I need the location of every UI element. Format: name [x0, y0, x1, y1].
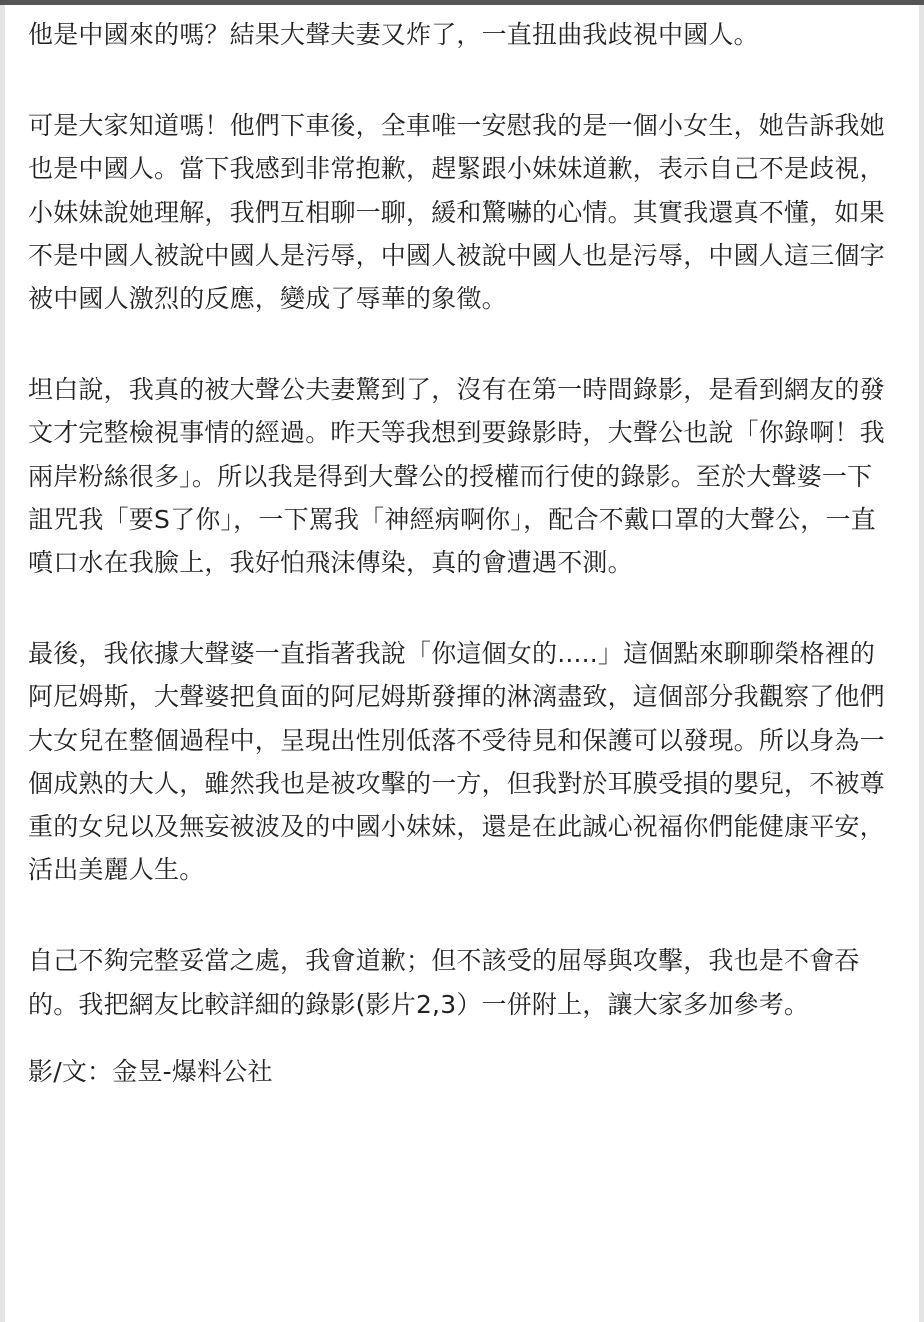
left-edge-divider [0, 5, 5, 1322]
right-edge-divider [919, 5, 924, 1322]
paragraph-animus: 最後，我依據大聲婆一直指著我說「你這個女的.....」這個點來聊聊榮格裡的阿尼姆斯，大聲婆把負面的阿尼姆斯發揮的淋漓盡致，這個部分我觀察了他們大女兒在整個過程中，呈現出性別低落不受待見和保護可以發現。所以身為一個成熟的大人，雖然我也是被攻擊的一方，但我對於耳膜受損的嬰兒，不被尊重的女兒以及無妄被波及的中國小妹妹，還是在此誠心祝福你們能健康平安，活出美麗人生。 [28, 639, 885, 885]
paragraph-recording: 坦白說，我真的被大聲公夫妻驚到了，沒有在第一時間錄影，是看到網友的發文才完整檢視事情的經過。昨天等我想到要錄影時，大聲公也說「你錄啊！我兩岸粉絲很多」。所以我是得到大聲公的授權而行使的錄影。至於大聲婆一下詛咒我「要S了你」，一下罵我「神經病啊你」，配合不戴口罩的大聲公，一直噴口水在我臉上，我好怕飛沫傳染，真的會遭遇不測。 [28, 375, 885, 578]
article-body [28, 13, 894, 1093]
paragraph-comfort: 可是大家知道嗎！他們下車後，全車唯一安慰我的是一個小女生，她告訴我她也是中國人。當下我感到非常抱歉，趕緊跟小妹妹道歉，表示自己不是歧視，小妹妹說她理解，我們互相聊一聊，緩和驚嚇的心情。其實我還真不懂，如果不是中國人被說中國人是污辱，中國人被說中國人也是污辱，中國人這三個字被中國人激烈的反應，變成了辱華的象徵。 [28, 111, 885, 314]
paragraph-question: 他是中國來的嗎？結果大聲夫妻又炸了，一直扭曲我歧視中國人。 [28, 20, 759, 49]
byline: 影/文：金昱-爆料公社 [28, 1056, 273, 1086]
paragraph-apology: 自己不夠完整妥當之處，我會道歉；但不該受的屈辱與攻擊，我也是不會吞的。我把網友比較詳細的錄影(影片2,3）一併附上，讓大家多加參考。 [28, 946, 860, 1019]
